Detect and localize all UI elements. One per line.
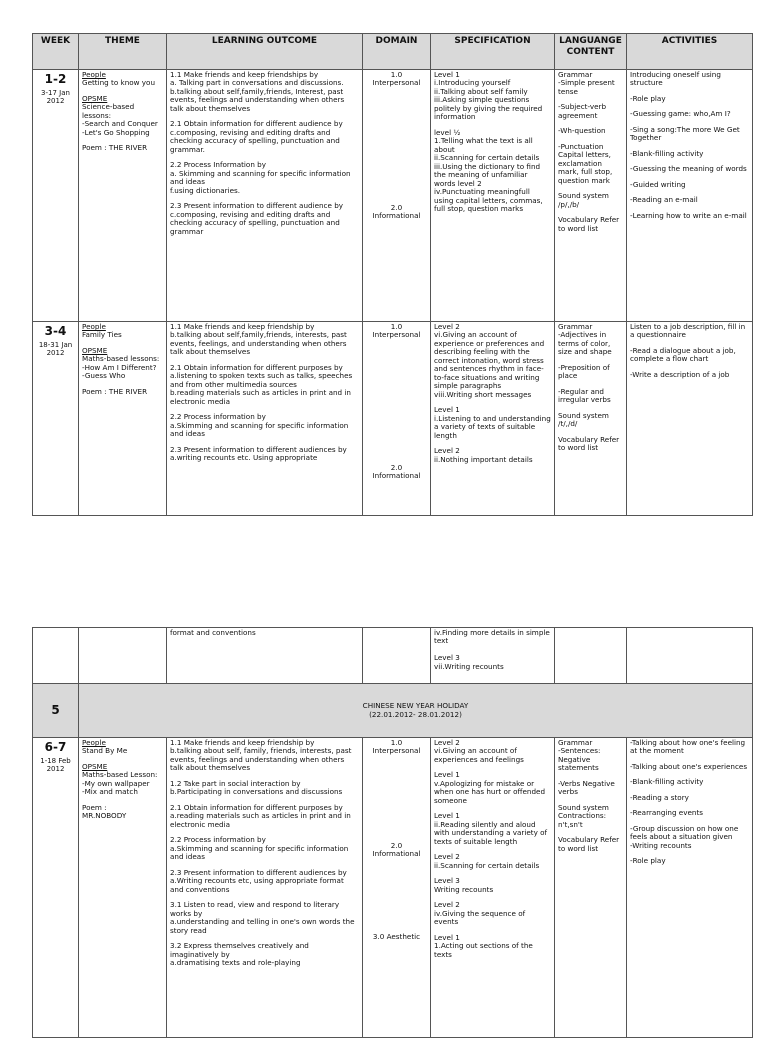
theme-poem: Poem : THE RIVER [82,143,148,153]
theme-lessons: Maths-based lessons: -How Am I Different? -Guess Who [82,354,160,381]
specification-item: Level 1 ii.Reading silently and aloud with understanding a variety of texts of suitable length [434,811,548,846]
language-cell [555,628,627,684]
outcome-item: 1.1 Make friends and keep friendship by b.talking about self,family,friends, interests, past events, feelings, and understanding when others talk about themselves [170,322,347,357]
outcome-item: 1.1 Make friends and keep friendship by b.talking about self, family, friends, interests, past events, feelings and understanding when others talk about themselves [170,738,352,773]
specification-item: Level 2 ii.Scanning for certain details [434,852,540,870]
table-row [33,70,753,322]
activities-cell [627,738,753,1038]
activity-item: -Blank-filling activity [630,148,704,158]
header-activities: ACTIVITIES [627,34,753,70]
week-dates: 3-17 Jan 2012 [41,89,70,106]
theme-subtitle: Getting to know you [82,78,156,88]
header-specification: SPECIFICATION [431,34,555,70]
language-item: Sound system /t/,/d/ [558,410,609,429]
domain-interpersonal: 1.0 Interpersonal [372,738,421,756]
language-item: Sound system /p/,/b/ [558,191,609,209]
header-week: WEEK [33,34,79,70]
activity-item: -Write a description of a job [630,369,730,379]
domain-informational: 2.0 Informational [372,462,421,481]
specification-item: Level 1 i.Listening to and understanding a variety of texts of suitable length [434,405,551,440]
scheme-table-page1 [32,33,753,516]
activity-item: Listen to a job description, fill in a questionnaire [630,322,746,340]
activities-cell [627,322,753,516]
header-domain: DOMAIN [363,34,431,70]
outcome-item: 1.1 Make friends and keep friendships by a. Talking part in conversations and discussions. b.talking about self,family,friends, Interest, past events, feelings and understanding when others talk about themselves [170,70,345,113]
language-cell [555,738,627,1038]
specification-cell [431,70,555,322]
activity-item: -Talking about one's experiences [630,761,748,771]
table-row [33,322,753,516]
outcome-item: 2.1 Obtain information for different purposes by a.reading materials such as articles in print and in electronic media [170,802,351,829]
activities-cell [627,628,753,684]
language-cell [555,70,627,322]
week-number: 5 [33,684,79,738]
outcome-cell [167,738,363,1038]
domain-informational: 2.0 Informational [372,840,421,859]
theme-poem: Poem : THE RIVER [82,386,148,396]
activity-item: -Role play [630,93,666,103]
header-row [33,34,753,70]
activity-item: -Group discussion on how one feels about a situation given -Writing recounts [630,823,739,850]
language-item: -Preposition of place [558,362,610,381]
outcome-item: 2.2 Process Information by a. Skimming and scanning for specific information and ideas f.using dictionaries. [170,160,351,195]
domain-interpersonal: 1.0 Interpersonal [372,70,421,88]
activity-item: -Guessing game: who,Am I? [630,109,731,119]
week-dates: 18-31 Jan 2012 [38,341,73,358]
outcome-item: 3.1 Listen to read, view and respond to literary works by a.understanding and telling in one's own words the story read [170,900,355,935]
outcome-item: 2.2 Process information by a.Skimming and scanning for specific information and ideas [170,412,349,439]
language-item: Vocabulary Refer to word list [558,835,620,853]
specification-item: Level 2 vi.Giving an account of experience or preferences and describing feeling with the correct intonation, word stress and sentences rhythm in face-to-face situations and writing simple paragraphs viii.Writing short messages [434,322,545,399]
specification-item: level ½ 1.Telling what the text is all about ii.Scanning for certain details iii.Using the dictionary to find the meaning of unfamiliar words level 2 iv.Punctuating meaningfull using capital letters, commas, full stop, question marks [434,127,543,214]
theme-title: People [82,322,106,331]
outcome-cell [167,628,363,684]
specification-cell [431,738,555,1038]
table-row-continued [33,628,753,684]
week-number: 6-7 [44,740,67,754]
outcome-item: 2.1 Obtain information for different audience by c.composing, revising and editing drafts and checking accuracy of spelling, punctuation and grammar. [170,119,343,154]
outcome-item: 1.2 Take part in social interaction by b.Participating in conversations and discussions [170,778,343,797]
activity-item: -Rearranging events [630,808,704,818]
outcome-item: 3.2 Express themselves creatively and imaginatively by a.dramatising texts and role-playing [170,941,309,968]
specification-item: Level 2 iv.Giving the sequence of events [434,900,526,927]
language-item: Vocabulary Refer to word list [558,215,620,233]
theme-cell [79,628,167,684]
week-number: 1-2 [44,72,67,86]
domain-interpersonal: 1.0 Interpersonal [372,322,421,340]
week-dates: 1-18 Feb 2012 [40,757,71,774]
theme-subtitle: Family Ties [82,330,122,340]
domain-cell [363,628,431,684]
outcome-item: format and conventions [170,628,256,637]
language-item: Sound system Contractions: n't,sn't [558,802,609,829]
theme-cell [79,70,167,322]
theme-title: People [82,738,106,747]
theme-opsme: OPSME [82,93,108,103]
theme-title: People [82,70,106,79]
language-item: -Wh-question [558,126,606,136]
language-item: Grammar -Simple present tense [558,70,615,96]
activity-item: -Learning how to write an e-mail [630,210,747,220]
outcome-cell [167,70,363,322]
theme-cell [79,738,167,1038]
specification-cell [431,628,555,684]
outcome-item: 2.3 Present information to different audiences by a.Writing recounts etc, using appropriate format and conventions [170,867,347,894]
theme-cell [79,322,167,516]
holiday-row [33,684,753,738]
specification-item: iv.Finding more details in simple text Level 3 vii.Writing recounts [434,628,550,671]
activity-item: -Guided writing [630,179,686,189]
specification-item: Level 2 vi.Giving an account of experiences and feelings [434,738,524,764]
outcome-item: 2.1 Obtain information for different purposes by a.listening to spoken texts such as talks, speeches and from other multimedia sources b.reading materials such as articles in print and in electronic media [170,362,353,406]
theme-lessons: Science-based lessons: -Search and Conquer -Let's Go Shopping [82,102,158,137]
holiday-cell [79,684,753,738]
header-theme: THEME [79,34,167,70]
activity-item: Introducing oneself using structure [630,70,721,88]
holiday-title: CHINESE NEW YEAR HOLIDAY [362,701,469,711]
outcome-item: 2.3 Present information to different audience by c.composing, revising and editing drafts and checking accuracy of spelling, punctuation and grammar [170,201,344,236]
language-item: -Verbs Negative verbs [558,778,615,797]
week-cell [33,738,79,1038]
activity-item: -Read a dialogue about a job, complete a flow chart [630,345,736,364]
header-language-content: LANGUANGE CONTENT [555,34,627,70]
scheme-table-page2 [32,627,753,1038]
activity-item: -Guessing the meaning of words [630,164,747,174]
table-row [33,738,753,1038]
specification-item: Level 1 i.Introducing yourself ii.Talking about self family iii.Asking simple questions politely by giving the required information [434,70,543,122]
activity-item: -Talking about how one's feeling at the moment [630,738,746,756]
domain-aesthetic: 3.0 Aesthetic [372,931,421,941]
holiday-dates: (22.01.2012- 28.01.2012) [369,709,462,719]
activities-cell [627,70,753,322]
language-item: -Regular and irregular verbs [558,386,611,405]
theme-subtitle: Stand By Me [82,746,128,756]
week-cell [33,70,79,322]
week-cell [33,628,79,684]
activity-item: -Reading an e-mail [630,195,698,205]
specification-item: Level 1 1.Acting out sections of the texts [434,932,533,959]
specification-item: Level 1 v.Apologizing for mistake or when one has hurt or offended someone [434,770,546,805]
week-cell [33,322,79,516]
language-item: -Subject-verb agreement [558,102,607,120]
language-cell [555,322,627,516]
outcome-item: 2.3 Present information to different audiences by a.writing recounts etc. Using appropriate [170,444,347,463]
theme-opsme: OPSME [82,345,108,355]
language-item: -Punctuation Capital letters, exclamation mark, full stop, question mark [558,141,613,185]
specification-cell [431,322,555,516]
theme-poem: Poem : MR.NOBODY [82,802,127,821]
language-item: Grammar -Adjectives in terms of color, size and shape [558,322,612,357]
specification-item: Level 3 Writing recounts [434,876,494,894]
domain-cell [363,738,431,1038]
outcome-item: 2.2 Process information by a.Skimming and scanning for specific information and ideas [170,835,349,862]
domain-cell [363,322,431,516]
domain-cell [363,70,431,322]
outcome-cell [167,322,363,516]
theme-lessons: Maths-based Lesson: -My own wallpaper -Mix and match [82,770,158,797]
header-learning-outcome: LEARNING OUTCOME [167,34,363,70]
activity-item: -Sing a song:The more We Get Together [630,124,740,143]
domain-informational: 2.0 Informational [372,202,421,221]
specification-item: Level 2 ii.Nothing important details [434,446,533,464]
language-item: Vocabulary Refer to word list [558,434,620,453]
week-number: 3-4 [44,324,67,338]
activity-item: -Reading a story [630,792,689,802]
language-item: Grammar -Sentences: Negative statements [558,738,601,773]
activity-item: -Blank-filling activity [630,777,704,787]
activity-item: -Role play [630,856,666,866]
theme-opsme: OPSME [82,761,108,771]
